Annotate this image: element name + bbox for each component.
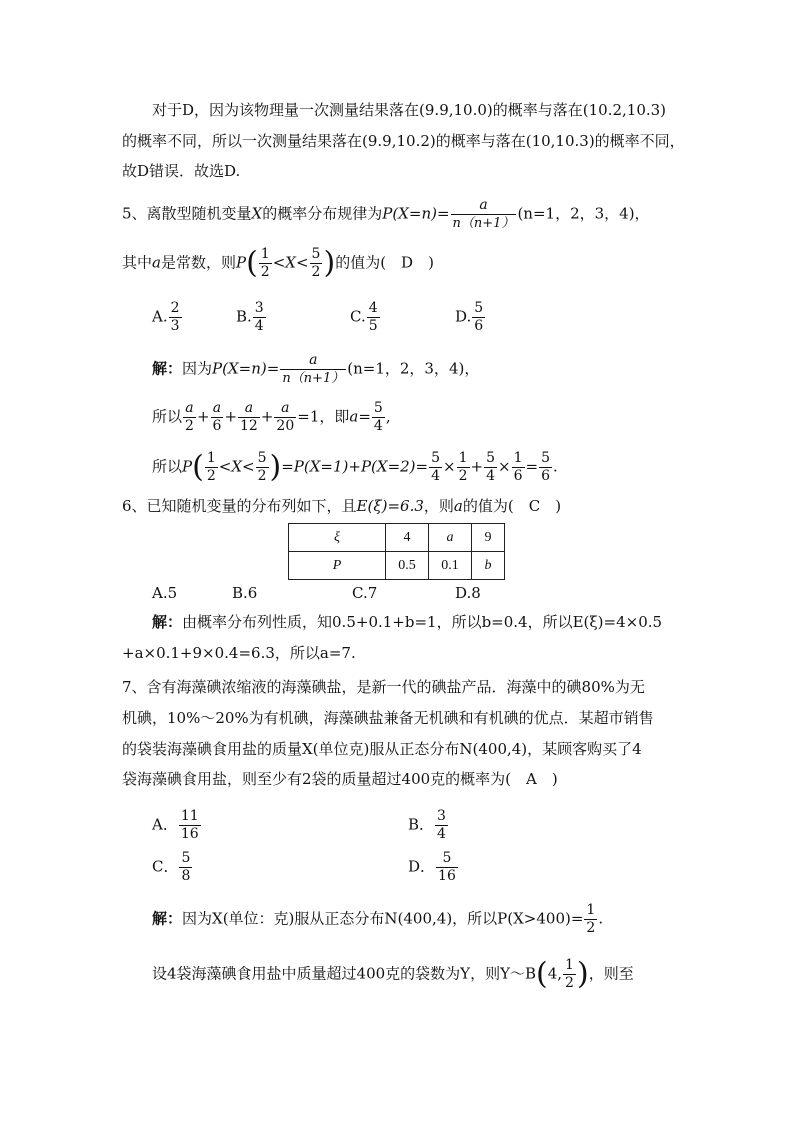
f-den: 6 [212, 418, 222, 434]
f-num: a [211, 400, 224, 418]
q5-range: (n=1，2，3，4)， [517, 204, 650, 223]
option-den: 4 [437, 826, 446, 842]
six: 6 [513, 468, 523, 484]
res-den: 4 [373, 418, 383, 434]
table-cell: P [289, 552, 386, 580]
q7-sol1: 因为X(单位：克)服从正态分布N(400,4)，所以P(X>400)= [182, 909, 584, 928]
q6-option-d: D.8 [455, 584, 481, 602]
q5-p-letter: P [235, 253, 247, 272]
sol2-den: 2 [565, 975, 574, 991]
sol1-range: (n=1，2，3，4)， [347, 359, 480, 378]
table-cell: b [472, 552, 505, 580]
option-label: B. [236, 307, 252, 326]
lt-x-lt: <X< [218, 457, 255, 476]
option-label: C． [152, 857, 179, 876]
q7-option-c [152, 850, 193, 885]
half-den: 2 [206, 468, 216, 484]
table-cell: 4 [386, 524, 429, 552]
sol3-end: . [553, 457, 558, 476]
sol3-prefix: 所以 [152, 457, 183, 476]
table-row [289, 524, 505, 552]
option-num: 2 [170, 300, 180, 316]
q6-stem-expr: E(ξ)=6.3 [356, 497, 424, 515]
f-den: 2 [185, 418, 194, 434]
q6-solution-line-1 [152, 611, 662, 633]
q5-solution-line-2 [152, 400, 391, 435]
five: 5 [431, 450, 441, 466]
sol2-a: a= [349, 407, 371, 426]
sol3-mid: =P(X=1)+P(X=2)= [281, 457, 429, 476]
option-num: 5 [181, 850, 191, 866]
equals: = [525, 457, 539, 476]
q7-option-a [152, 808, 202, 843]
five-half-den: 2 [311, 264, 321, 280]
q5-solution-line-3 [152, 450, 558, 485]
sol1-num: 1 [586, 902, 596, 918]
sol2-mid: =1，即 [297, 407, 350, 426]
two: 2 [458, 468, 468, 484]
q7-solution-line-2 [152, 957, 634, 992]
one: 1 [513, 450, 523, 466]
res-den: 6 [541, 468, 551, 484]
q6-stem-mid: ，则 [423, 497, 454, 515]
f-num: a [238, 400, 260, 418]
left-paren: ( [536, 956, 548, 992]
q6-stem-text: 6、已知随机变量的分布列如下，且 [122, 497, 357, 515]
half-den: 2 [260, 264, 270, 280]
left-paren: ( [246, 245, 258, 281]
q5-lt-x-lt: <X< [272, 253, 309, 272]
plus: + [470, 457, 484, 476]
sol2-end: , [385, 407, 391, 426]
right-paren: ) [576, 956, 589, 992]
res-num: 5 [541, 450, 551, 466]
q5-stem-line-1 [122, 197, 650, 232]
q5-frac-num: a [451, 197, 517, 215]
sol2-prefix: 所以 [152, 407, 183, 426]
q7-sol2-four: 4, [547, 964, 563, 983]
carryover-line-1: 对于D，因为该物理量一次测量结果落在(9.9,10.0)的概率与落在(10.2,10.3) [152, 101, 667, 119]
option-num: 5 [474, 300, 484, 316]
q6-option-c: C.7 [352, 584, 378, 602]
q5-frac-den: n（n+1） [452, 216, 515, 231]
q5-option-d [455, 300, 486, 335]
half-num: 1 [260, 246, 270, 262]
f-num: a [183, 400, 196, 418]
table-cell: 0.5 [386, 552, 429, 580]
carryover-line-3: 故D错误．故选D. [122, 162, 241, 180]
distribution-table [288, 523, 505, 580]
sol1-expr: P(X=n)= [212, 359, 280, 378]
q5-stem-mid: 的概率分布规律为 [262, 204, 383, 223]
q7-solution-line-1 [152, 902, 603, 937]
f-num: a [274, 400, 296, 418]
five: 5 [486, 450, 496, 466]
option-label: A． [152, 815, 178, 834]
q5-solution-label: 解： [152, 359, 183, 378]
q5-fraction [451, 197, 517, 232]
option-den: 6 [474, 318, 484, 334]
q7-line-1: 7、含有海藻碘浓缩液的海藻碘盐，是新一代的碘盐产品．海藻中的碘80%为无 [122, 678, 645, 696]
q6-option-a: A.5 [152, 584, 178, 602]
q7-sol2-prefix: 设4袋海藻碘食用盐中质量超过400克的袋数为Y，则Y～B [152, 964, 537, 983]
option-den: 5 [368, 318, 378, 334]
option-num: 3 [254, 300, 264, 316]
q6-stem-end: 的值为( C ) [462, 497, 562, 515]
plus: + [260, 407, 274, 426]
option-label: D． [408, 857, 436, 876]
option-den: 4 [254, 318, 264, 334]
sol1-end: . [598, 909, 604, 928]
q7-line-3: 的袋装海藻碘食用盐的质量X(单位克)服从正态分布N(400,4)，某顾客购买了4 [122, 740, 642, 758]
option-label: B． [408, 815, 435, 834]
q5-line2-prefix: 其中 [122, 253, 153, 272]
option-den: 16 [180, 826, 199, 842]
q5-option-b [236, 300, 267, 335]
q6-solution-line-2: +a×0.1+9×0.4=6.3，所以a=7. [122, 644, 356, 662]
q7-sol2-end: ，则至 [588, 964, 634, 983]
q5-five-half [310, 246, 323, 281]
option-num: 11 [180, 808, 199, 824]
five-half-num: 5 [311, 246, 321, 262]
option-den: 16 [438, 868, 456, 884]
q6-sol1: 由概率分布列性质，知0.5+0.1+b=1，所以b=0.4，所以E(ξ)=4×0.5 [182, 613, 663, 631]
q6-option-b: B.6 [232, 584, 258, 602]
sol1-text: 因为 [182, 359, 213, 378]
five-half-den: 2 [257, 468, 267, 484]
sol1-num: a [280, 352, 346, 370]
table-cell: ξ [289, 524, 386, 552]
res-num: 5 [373, 400, 383, 416]
q7-option-b [408, 808, 449, 843]
plus: + [224, 407, 238, 426]
f-den: 12 [240, 418, 258, 434]
table-row [289, 552, 505, 580]
option-den: 8 [181, 868, 191, 884]
plus: + [196, 407, 210, 426]
q6-stem [122, 495, 561, 517]
option-label: C. [350, 307, 366, 326]
option-label: A. [152, 307, 168, 326]
q5-option-c [350, 300, 381, 335]
option-label: D. [455, 307, 472, 326]
q5-solution-line-1 [152, 352, 479, 387]
q7-solution-label: 解： [152, 909, 183, 928]
q5-half [259, 246, 272, 281]
q6-solution-label: 解： [152, 613, 183, 631]
q5-line2-suffix: 的值为( D ) [335, 253, 434, 272]
f-den: 20 [276, 418, 295, 434]
left-paren: ( [192, 449, 204, 485]
option-num: 5 [436, 850, 458, 868]
option-num: 3 [437, 808, 446, 824]
p-letter: P [182, 457, 193, 476]
q5-option-a [152, 300, 183, 335]
half-num: 1 [206, 450, 216, 466]
times: × [498, 457, 511, 476]
times: × [443, 457, 456, 476]
sol1-den: 2 [586, 920, 596, 936]
q5-p-expr: P(X=n)= [382, 204, 450, 223]
table-cell: 9 [472, 524, 505, 552]
carryover-line-2: 的概率不同，所以一次测量结果落在(9.9,10.2)的概率与落在(10,10.3)的概率不同， [122, 132, 685, 150]
four: 4 [431, 468, 441, 484]
table-cell: a [429, 524, 472, 552]
q7-option-d [408, 850, 459, 885]
right-paren: ) [323, 245, 336, 281]
table-cell: 0.1 [429, 552, 472, 580]
q7-line-2: 机碘，10%～20%为有机碘，海藻碘盐兼备无机碘和有机碘的优点．某超市销售 [122, 709, 654, 727]
sol1-den: n（n+1） [282, 371, 345, 386]
q5-line2-mid: 是常数，则 [160, 253, 236, 272]
q7-line-4: 袋海藻碘食用盐，则至少有2袋的质量超过400克的概率为( A ) [122, 770, 558, 788]
q5-stem-prefix: 5、离散型随机变量 [122, 204, 252, 223]
four: 4 [486, 468, 496, 484]
q5-stem-line-2 [122, 246, 434, 281]
five-half-num: 5 [257, 450, 267, 466]
one: 1 [458, 450, 468, 466]
sol2-num: 1 [565, 957, 574, 973]
q6-stem-a: a [453, 497, 463, 515]
right-paren: ) [269, 449, 282, 485]
q5-a-var: a [152, 253, 161, 272]
option-den: 3 [170, 318, 180, 334]
q5-var-x: X [251, 204, 263, 223]
option-num: 4 [368, 300, 378, 316]
